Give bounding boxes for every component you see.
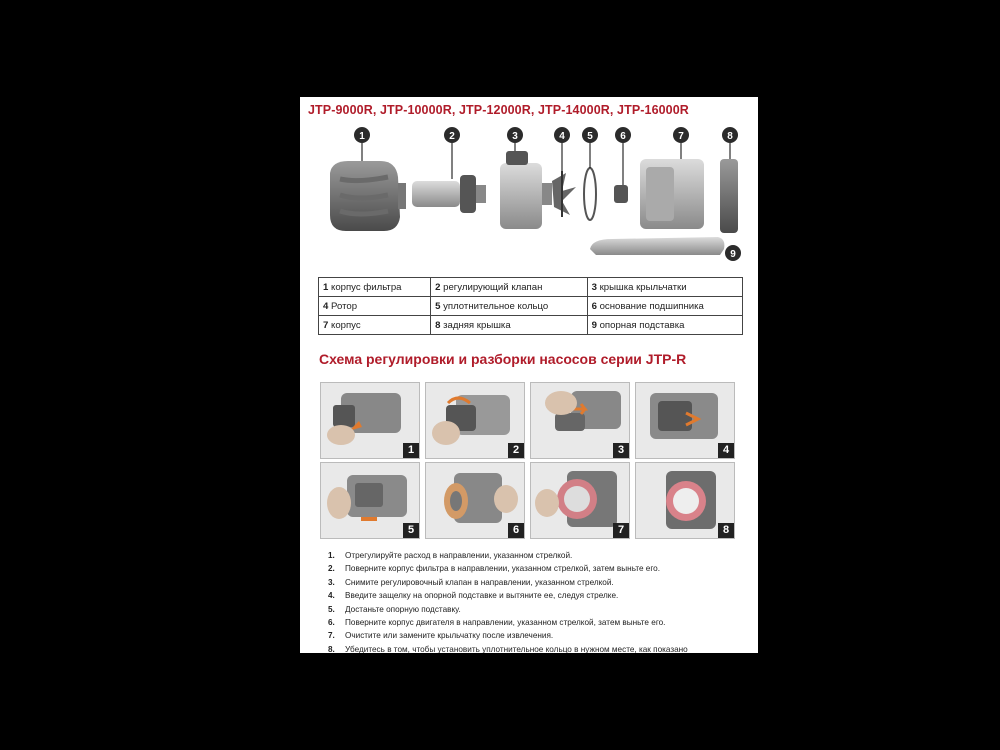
step-number: 2 <box>508 443 524 458</box>
step-photo-3 <box>530 382 630 459</box>
step-number: 4 <box>718 443 734 458</box>
svg-text:3: 3 <box>512 131 518 142</box>
table-cell: 6 основание подшипника <box>587 297 742 316</box>
step-number: 7 <box>613 523 629 538</box>
table-cell: 9 опорная подставка <box>587 316 742 335</box>
part-base-stand <box>590 237 724 255</box>
exploded-view-diagram <box>300 121 758 271</box>
part-impeller-cover <box>500 151 552 229</box>
model-list-title: JTP-9000R, JTP-10000R, JTP-12000R, JTP-14000R, JTP-16000R <box>308 103 689 117</box>
table-cell: 8 задняя крышка <box>431 316 587 335</box>
step-photo-5 <box>320 462 420 539</box>
step-photo-8 <box>635 462 735 539</box>
part-regulating-valve <box>412 175 486 213</box>
step-number: 3 <box>613 443 629 458</box>
step-photo-1 <box>320 382 420 459</box>
svg-text:8: 8 <box>727 131 733 142</box>
table-cell: 2 регулирующий клапан <box>431 278 587 297</box>
step-photo-4 <box>635 382 735 459</box>
part-housing <box>640 159 704 229</box>
step-photo-2 <box>425 382 525 459</box>
table-cell: 7 корпус <box>319 316 431 335</box>
table-row <box>319 297 743 316</box>
list-item: 8. Убедитесь в том, чтобы установить уплотнительное кольцо в нужном месте, как показано <box>328 644 688 653</box>
part-rotor <box>552 171 576 217</box>
svg-text:9: 9 <box>730 249 736 260</box>
step-number: 5 <box>403 523 419 538</box>
list-item: 1. Отрегулируйте расход в направлении, указанном стрелкой. <box>328 551 573 560</box>
table-row <box>319 278 743 297</box>
step-number: 8 <box>718 523 734 538</box>
table-row <box>319 316 743 335</box>
list-item: 3. Снимите регулировочный клапан в направлении, указанном стрелкой. <box>328 577 614 587</box>
list-item: 6. Поверните корпус двигателя в направлении, указанном стрелкой, затем выньте его. <box>328 617 666 627</box>
table-cell: 5 уплотнительное кольцо <box>431 297 587 316</box>
table-cell: 4 Ротор <box>319 297 431 316</box>
part-bearing-base <box>614 185 628 203</box>
list-item: 2. Поверните корпус фильтра в направлении, указанном стрелкой, затем выньте его. <box>328 564 660 574</box>
table-cell: 1 корпус фильтра <box>319 278 431 297</box>
instruction-page <box>300 97 758 653</box>
svg-text:5: 5 <box>587 131 593 142</box>
instruction-steps <box>328 549 688 653</box>
step-photo-7 <box>530 462 630 539</box>
list-item: 4. Введите защелку на опорной подставке и вытяните ее, следуя стрелке. <box>328 591 619 601</box>
list-item: 7. Очистите или замените крыльчатку после извлечения. <box>328 631 554 641</box>
part-filter-body <box>330 161 406 231</box>
disassembly-photo-grid <box>320 382 740 542</box>
svg-text:4: 4 <box>559 131 565 142</box>
part-back-cover <box>720 159 738 233</box>
scheme-title: Схема регулировки и разборки насосов серии JTP-R <box>319 351 687 367</box>
step-photo-6 <box>425 462 525 539</box>
step-number: 6 <box>508 523 524 538</box>
svg-text:6: 6 <box>620 131 626 142</box>
step-number: 1 <box>403 443 419 458</box>
svg-text:7: 7 <box>678 131 684 142</box>
svg-text:2: 2 <box>449 131 455 142</box>
parts-table <box>318 277 743 335</box>
part-o-ring <box>584 168 596 220</box>
svg-text:1: 1 <box>359 131 365 142</box>
list-item: 5. Достаньте опорную подставку. <box>328 604 461 614</box>
table-cell: 3 крышка крыльчатки <box>587 278 742 297</box>
